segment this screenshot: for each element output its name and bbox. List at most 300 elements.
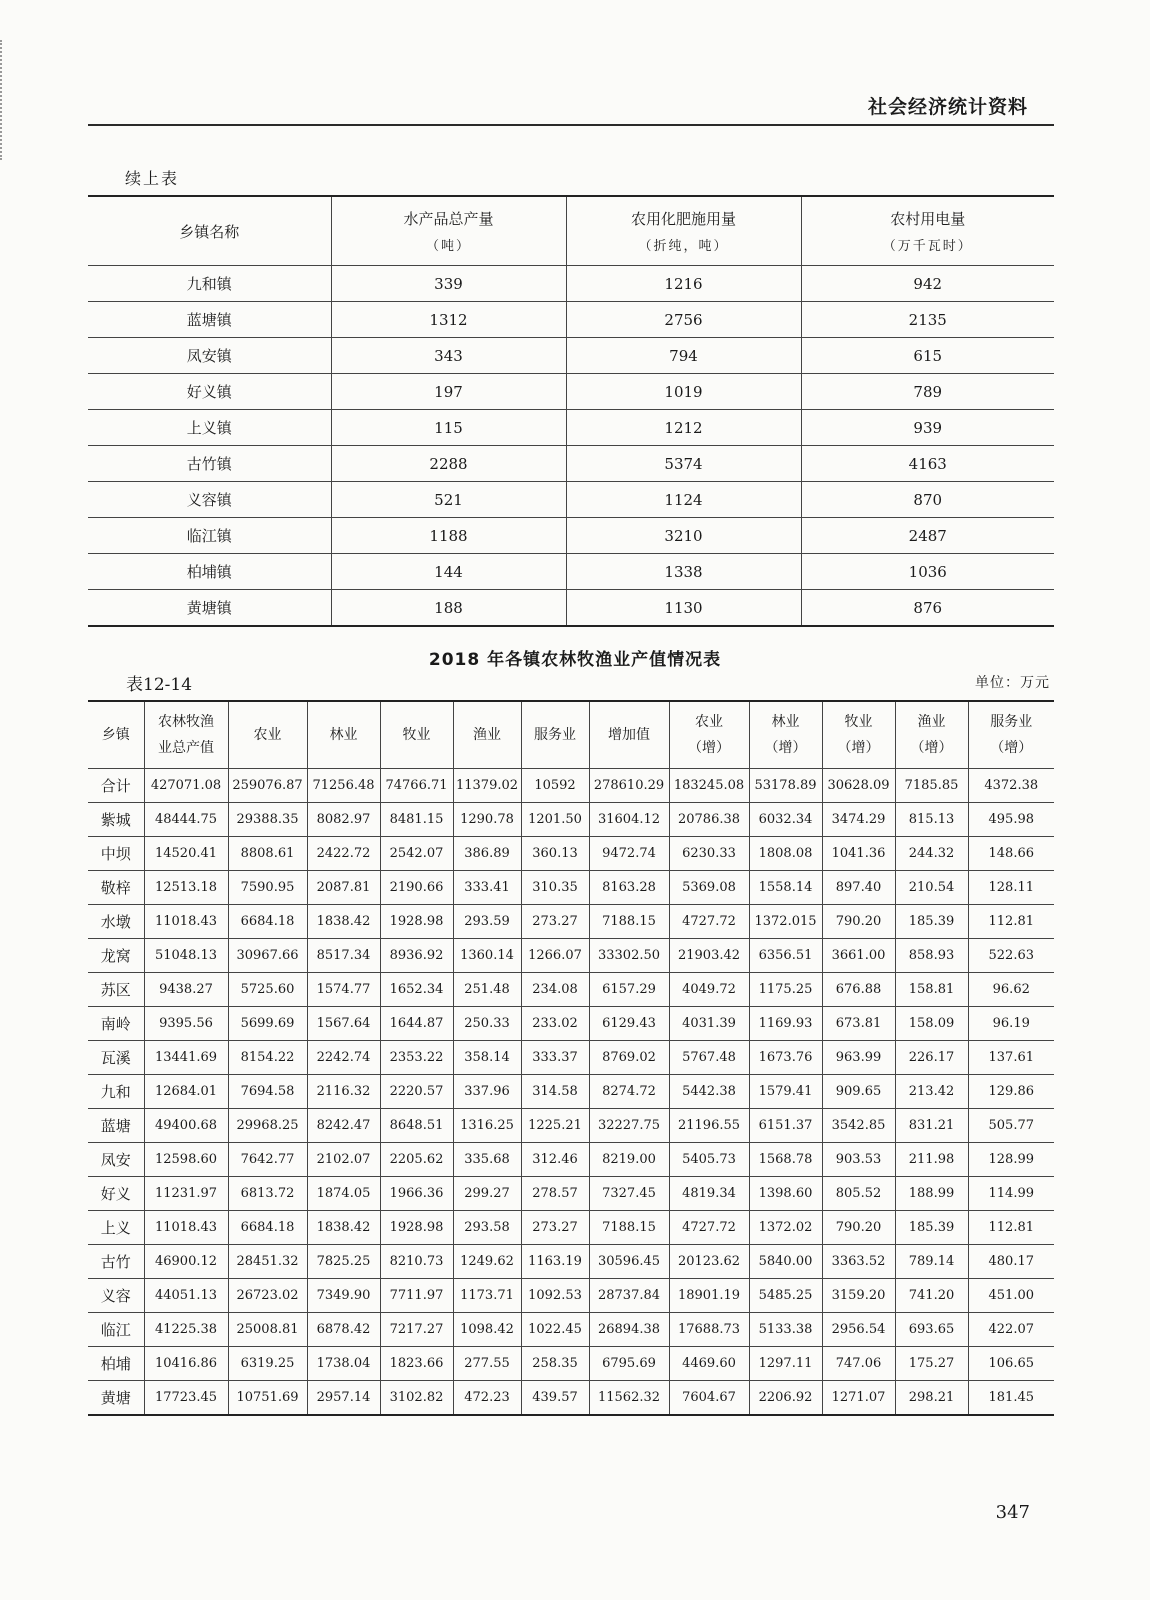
value-cell: 3102.82 [380, 1381, 453, 1416]
table2-body [88, 769, 1054, 1416]
value-cell: 2956.54 [822, 1313, 895, 1347]
value-cell: 7694.58 [228, 1075, 307, 1109]
value-cell: 8163.28 [589, 871, 669, 905]
town-name-cell: 义容 [88, 1279, 144, 1313]
value-cell: 273.27 [521, 1211, 589, 1245]
value-cell: 3159.20 [822, 1279, 895, 1313]
value-cell: 522.63 [968, 939, 1054, 973]
value-cell: 9395.56 [144, 1007, 228, 1041]
value-cell: 427071.08 [144, 769, 228, 803]
value-cell: 96.62 [968, 973, 1054, 1007]
value-cell: 676.88 [822, 973, 895, 1007]
value-cell: 9438.27 [144, 973, 228, 1007]
table1-body [88, 266, 1054, 627]
value-cell: 128.99 [968, 1143, 1054, 1177]
value-cell: 2288 [331, 446, 566, 482]
value-cell: 903.53 [822, 1143, 895, 1177]
value-cell: 1249.62 [453, 1245, 521, 1279]
table-row [88, 769, 1054, 803]
town-name-cell: 凤安镇 [88, 338, 331, 374]
value-cell: 1567.64 [307, 1007, 380, 1041]
value-cell: 1022.45 [521, 1313, 589, 1347]
value-cell: 1130 [566, 590, 801, 627]
value-cell: 1266.07 [521, 939, 589, 973]
table2-col-header [228, 701, 307, 769]
value-cell: 4727.72 [669, 905, 749, 939]
value-cell: 1372.015 [749, 905, 822, 939]
value-cell: 233.02 [521, 1007, 589, 1041]
value-cell: 30628.09 [822, 769, 895, 803]
table-row [88, 338, 1054, 374]
value-cell: 293.58 [453, 1211, 521, 1245]
town-name-cell: 九和 [88, 1075, 144, 1109]
value-cell: 333.37 [521, 1041, 589, 1075]
value-cell: 7711.97 [380, 1279, 453, 1313]
value-cell: 25008.81 [228, 1313, 307, 1347]
value-cell: 1652.34 [380, 973, 453, 1007]
value-cell: 1360.14 [453, 939, 521, 973]
value-cell: 29968.25 [228, 1109, 307, 1143]
table2-col-sublabel: （增） [910, 740, 953, 756]
value-cell: 909.65 [822, 1075, 895, 1109]
value-cell: 4049.72 [669, 973, 749, 1007]
value-cell: 1041.36 [822, 837, 895, 871]
value-cell: 11562.32 [589, 1381, 669, 1416]
table-row [88, 905, 1054, 939]
value-cell: 337.96 [453, 1075, 521, 1109]
value-cell: 7590.95 [228, 871, 307, 905]
value-cell: 5442.38 [669, 1075, 749, 1109]
value-cell: 278610.29 [589, 769, 669, 803]
value-cell: 188.99 [895, 1177, 968, 1211]
value-cell: 5374 [566, 446, 801, 482]
table-row [88, 1381, 1054, 1416]
value-cell: 1290.78 [453, 803, 521, 837]
table-row [88, 1007, 1054, 1041]
value-cell: 1297.11 [749, 1347, 822, 1381]
value-cell: 4727.72 [669, 1211, 749, 1245]
town-name-cell: 紫城 [88, 803, 144, 837]
table1-col-unit: （折纯，吨） [638, 239, 729, 254]
value-cell: 790.20 [822, 1211, 895, 1245]
table-row [88, 837, 1054, 871]
value-cell: 185.39 [895, 905, 968, 939]
value-cell: 5767.48 [669, 1041, 749, 1075]
value-cell: 74766.71 [380, 769, 453, 803]
value-cell: 2102.07 [307, 1143, 380, 1177]
value-cell: 4031.39 [669, 1007, 749, 1041]
value-cell: 26723.02 [228, 1279, 307, 1313]
table2-col-label: 增加值 [608, 727, 650, 743]
value-cell: 175.27 [895, 1347, 968, 1381]
value-cell: 1201.50 [521, 803, 589, 837]
value-cell: 148.66 [968, 837, 1054, 871]
value-cell: 1225.21 [521, 1109, 589, 1143]
value-cell: 615 [801, 338, 1054, 374]
value-cell: 112.81 [968, 905, 1054, 939]
value-cell: 7604.67 [669, 1381, 749, 1416]
value-cell: 815.13 [895, 803, 968, 837]
table2-col-label: 林业 [329, 727, 358, 743]
town-name-cell: 柏埔镇 [88, 554, 331, 590]
table-row [88, 939, 1054, 973]
value-cell: 298.21 [895, 1381, 968, 1416]
value-cell: 1966.36 [380, 1177, 453, 1211]
value-cell: 358.14 [453, 1041, 521, 1075]
value-cell: 876 [801, 590, 1054, 627]
value-cell: 1673.76 [749, 1041, 822, 1075]
value-cell: 49400.68 [144, 1109, 228, 1143]
value-cell: 693.65 [895, 1313, 968, 1347]
value-cell: 7642.77 [228, 1143, 307, 1177]
table2-col-header [822, 701, 895, 769]
value-cell: 942 [801, 266, 1054, 302]
value-cell: 48444.75 [144, 803, 228, 837]
table2-col-label: 服务业 [534, 727, 576, 743]
value-cell: 939 [801, 410, 1054, 446]
town-name-cell: 黄塘镇 [88, 590, 331, 627]
value-cell: 422.07 [968, 1313, 1054, 1347]
town-name-cell: 蓝塘镇 [88, 302, 331, 338]
table2-col-header [144, 701, 228, 769]
value-cell: 8242.47 [307, 1109, 380, 1143]
town-name-cell: 古竹 [88, 1245, 144, 1279]
value-cell: 1188 [331, 518, 566, 554]
value-cell: 1312 [331, 302, 566, 338]
value-cell: 2422.72 [307, 837, 380, 871]
town-name-cell: 好义镇 [88, 374, 331, 410]
value-cell: 1175.25 [749, 973, 822, 1007]
table-row [88, 446, 1054, 482]
value-cell: 8808.61 [228, 837, 307, 871]
table1-col-header [88, 196, 331, 266]
value-cell: 2206.92 [749, 1381, 822, 1416]
town-name-cell: 瓦溪 [88, 1041, 144, 1075]
value-cell: 6032.34 [749, 803, 822, 837]
table2-col-label: 农业 [695, 714, 723, 730]
value-cell: 226.17 [895, 1041, 968, 1075]
value-cell: 2242.74 [307, 1041, 380, 1075]
value-cell: 4819.34 [669, 1177, 749, 1211]
value-cell: 386.89 [453, 837, 521, 871]
value-cell: 897.40 [822, 871, 895, 905]
table2-col-header [307, 701, 380, 769]
value-cell: 3210 [566, 518, 801, 554]
continued-table-label: 续上表 [125, 169, 180, 188]
value-cell: 6157.29 [589, 973, 669, 1007]
value-cell: 11231.97 [144, 1177, 228, 1211]
table2-title: 2018 年各镇农林牧渔业产值情况表 [428, 650, 722, 670]
value-cell: 71256.48 [307, 769, 380, 803]
value-cell: 28737.84 [589, 1279, 669, 1313]
value-cell: 1124 [566, 482, 801, 518]
table-row [88, 374, 1054, 410]
value-cell: 8481.15 [380, 803, 453, 837]
town-name-cell: 中坝 [88, 837, 144, 871]
value-cell: 858.93 [895, 939, 968, 973]
value-cell: 6684.18 [228, 1211, 307, 1245]
value-cell: 9472.74 [589, 837, 669, 871]
table-row [88, 1041, 1054, 1075]
table-row [88, 554, 1054, 590]
value-cell: 1169.93 [749, 1007, 822, 1041]
table-row [88, 1143, 1054, 1177]
value-cell: 5699.69 [228, 1007, 307, 1041]
table-row [88, 973, 1054, 1007]
table-row [88, 1075, 1054, 1109]
value-cell: 26894.38 [589, 1313, 669, 1347]
value-cell: 741.20 [895, 1279, 968, 1313]
value-cell: 1874.05 [307, 1177, 380, 1211]
table2-col-label: 农业 [253, 727, 282, 743]
value-cell: 183245.08 [669, 769, 749, 803]
value-cell: 1838.42 [307, 905, 380, 939]
value-cell: 158.09 [895, 1007, 968, 1041]
value-cell: 14520.41 [144, 837, 228, 871]
continued-stats-table [88, 195, 1054, 627]
value-cell: 1928.98 [380, 905, 453, 939]
value-cell: 29388.35 [228, 803, 307, 837]
value-cell: 31604.12 [589, 803, 669, 837]
value-cell: 41225.38 [144, 1313, 228, 1347]
table2-col-label: 渔业 [917, 714, 946, 730]
table2-col-header [749, 701, 822, 769]
value-cell: 6319.25 [228, 1347, 307, 1381]
value-cell: 32227.75 [589, 1109, 669, 1143]
value-cell: 805.52 [822, 1177, 895, 1211]
value-cell: 6813.72 [228, 1177, 307, 1211]
value-cell: 6684.18 [228, 905, 307, 939]
table1-header [88, 196, 1054, 266]
town-name-cell: 水墩 [88, 905, 144, 939]
table2-col-sublabel: （增） [764, 740, 807, 756]
value-cell: 2487 [801, 518, 1054, 554]
value-cell: 299.27 [453, 1177, 521, 1211]
value-cell: 747.06 [822, 1347, 895, 1381]
value-cell: 8648.51 [380, 1109, 453, 1143]
value-cell: 6151.37 [749, 1109, 822, 1143]
table2-col-sublabel: （增） [990, 740, 1033, 756]
value-cell: 2957.14 [307, 1381, 380, 1416]
output-value-table [88, 700, 1054, 1416]
town-name-cell: 上义镇 [88, 410, 331, 446]
value-cell: 17723.45 [144, 1381, 228, 1416]
value-cell: 12513.18 [144, 871, 228, 905]
table-row [88, 803, 1054, 837]
town-name-cell: 上义 [88, 1211, 144, 1245]
table1-col-label: 水产品总产量 [403, 210, 494, 228]
town-name-cell: 南岭 [88, 1007, 144, 1041]
value-cell: 314.58 [521, 1075, 589, 1109]
table2-col-sublabel: （增） [688, 740, 730, 756]
value-cell: 1019 [566, 374, 801, 410]
value-cell: 277.55 [453, 1347, 521, 1381]
value-cell: 185.39 [895, 1211, 968, 1245]
town-name-cell: 蓝塘 [88, 1109, 144, 1143]
value-cell: 1036 [801, 554, 1054, 590]
value-cell: 870 [801, 482, 1054, 518]
town-name-cell: 合计 [88, 769, 144, 803]
table2-header [88, 701, 1054, 769]
value-cell: 30967.66 [228, 939, 307, 973]
table1-col-label: 农村用电量 [890, 210, 966, 228]
value-cell: 5485.25 [749, 1279, 822, 1313]
value-cell: 21903.42 [669, 939, 749, 973]
value-cell: 2190.66 [380, 871, 453, 905]
value-cell: 33302.50 [589, 939, 669, 973]
table2-col-header [521, 701, 589, 769]
table-row [88, 266, 1054, 302]
value-cell: 439.57 [521, 1381, 589, 1416]
town-name-cell: 柏埔 [88, 1347, 144, 1381]
table2-col-label: 乡镇 [101, 727, 130, 743]
header-rule [88, 124, 1054, 126]
value-cell: 6230.33 [669, 837, 749, 871]
value-cell: 310.35 [521, 871, 589, 905]
table1-col-label: 乡镇名称 [179, 222, 240, 241]
table-row [88, 1177, 1054, 1211]
value-cell: 293.59 [453, 905, 521, 939]
value-cell: 188 [331, 590, 566, 627]
town-name-cell: 苏区 [88, 973, 144, 1007]
value-cell: 343 [331, 338, 566, 374]
value-cell: 5840.00 [749, 1245, 822, 1279]
table-row [88, 1245, 1054, 1279]
table2-col-label: 服务业 [990, 714, 1033, 730]
value-cell: 11018.43 [144, 905, 228, 939]
value-cell: 7825.25 [307, 1245, 380, 1279]
table2-col-label: 牧业 [402, 727, 431, 743]
value-cell: 10751.69 [228, 1381, 307, 1416]
value-cell: 1212 [566, 410, 801, 446]
value-cell: 673.81 [822, 1007, 895, 1041]
value-cell: 2353.22 [380, 1041, 453, 1075]
value-cell: 10416.86 [144, 1347, 228, 1381]
table2-unit: 单位：万元 [975, 675, 1050, 691]
value-cell: 333.41 [453, 871, 521, 905]
value-cell: 335.68 [453, 1143, 521, 1177]
value-cell: 51048.13 [144, 939, 228, 973]
value-cell: 5133.38 [749, 1313, 822, 1347]
value-cell: 53178.89 [749, 769, 822, 803]
value-cell: 1271.07 [822, 1381, 895, 1416]
value-cell: 128.11 [968, 871, 1054, 905]
value-cell: 2087.81 [307, 871, 380, 905]
town-name-cell: 义容镇 [88, 482, 331, 518]
town-name-cell: 古竹镇 [88, 446, 331, 482]
value-cell: 244.32 [895, 837, 968, 871]
value-cell: 18901.19 [669, 1279, 749, 1313]
value-cell: 46900.12 [144, 1245, 228, 1279]
value-cell: 1574.77 [307, 973, 380, 1007]
value-cell: 250.33 [453, 1007, 521, 1041]
value-cell: 96.19 [968, 1007, 1054, 1041]
value-cell: 472.23 [453, 1381, 521, 1416]
value-cell: 251.48 [453, 973, 521, 1007]
value-cell: 2220.57 [380, 1075, 453, 1109]
value-cell: 17688.73 [669, 1313, 749, 1347]
value-cell: 12598.60 [144, 1143, 228, 1177]
page-number: 347 [995, 1502, 1030, 1523]
value-cell: 505.77 [968, 1109, 1054, 1143]
value-cell: 1928.98 [380, 1211, 453, 1245]
value-cell: 7217.27 [380, 1313, 453, 1347]
value-cell: 521 [331, 482, 566, 518]
table-row [88, 1347, 1054, 1381]
value-cell: 1558.14 [749, 871, 822, 905]
value-cell: 1372.02 [749, 1211, 822, 1245]
table2-col-label: 渔业 [473, 727, 501, 743]
town-name-cell: 凤安 [88, 1143, 144, 1177]
value-cell: 480.17 [968, 1245, 1054, 1279]
value-cell: 339 [331, 266, 566, 302]
table1-col-label: 农用化肥施用量 [630, 210, 736, 228]
value-cell: 5369.08 [669, 871, 749, 905]
value-cell: 137.61 [968, 1041, 1054, 1075]
value-cell: 831.21 [895, 1109, 968, 1143]
value-cell: 278.57 [521, 1177, 589, 1211]
table-row [88, 871, 1054, 905]
scan-edge-marks [0, 40, 5, 160]
value-cell: 789.14 [895, 1245, 968, 1279]
value-cell: 1823.66 [380, 1347, 453, 1381]
table1-col-unit: （吨） [425, 239, 471, 254]
value-cell: 5725.60 [228, 973, 307, 1007]
value-cell: 213.42 [895, 1075, 968, 1109]
value-cell: 11379.02 [453, 769, 521, 803]
table2-col-header [895, 701, 968, 769]
value-cell: 115 [331, 410, 566, 446]
table2-col-label: 林业 [771, 714, 800, 730]
town-name-cell: 好义 [88, 1177, 144, 1211]
value-cell: 1098.42 [453, 1313, 521, 1347]
table-row [88, 1279, 1054, 1313]
value-cell: 495.98 [968, 803, 1054, 837]
table2-col-header [589, 701, 669, 769]
value-cell: 7188.15 [589, 1211, 669, 1245]
value-cell: 8219.00 [589, 1143, 669, 1177]
table-row [88, 518, 1054, 554]
value-cell: 259076.87 [228, 769, 307, 803]
value-cell: 210.54 [895, 871, 968, 905]
town-name-cell: 敬梓 [88, 871, 144, 905]
value-cell: 794 [566, 338, 801, 374]
table-row [88, 1109, 1054, 1143]
table-row [88, 410, 1054, 446]
value-cell: 1163.19 [521, 1245, 589, 1279]
table2-col-header [669, 701, 749, 769]
value-cell: 2116.32 [307, 1075, 380, 1109]
value-cell: 451.00 [968, 1279, 1054, 1313]
value-cell: 234.08 [521, 973, 589, 1007]
value-cell: 7185.85 [895, 769, 968, 803]
value-cell: 6795.69 [589, 1347, 669, 1381]
value-cell: 8274.72 [589, 1075, 669, 1109]
value-cell: 258.35 [521, 1347, 589, 1381]
value-cell: 3474.29 [822, 803, 895, 837]
value-cell: 5405.73 [669, 1143, 749, 1177]
value-cell: 1808.08 [749, 837, 822, 871]
value-cell: 1173.71 [453, 1279, 521, 1313]
table-row [88, 590, 1054, 627]
value-cell: 44051.13 [144, 1279, 228, 1313]
value-cell: 1838.42 [307, 1211, 380, 1245]
town-name-cell: 临江 [88, 1313, 144, 1347]
table1-col-header [331, 196, 566, 266]
value-cell: 1738.04 [307, 1347, 380, 1381]
value-cell: 1644.87 [380, 1007, 453, 1041]
table2-col-header [380, 701, 453, 769]
